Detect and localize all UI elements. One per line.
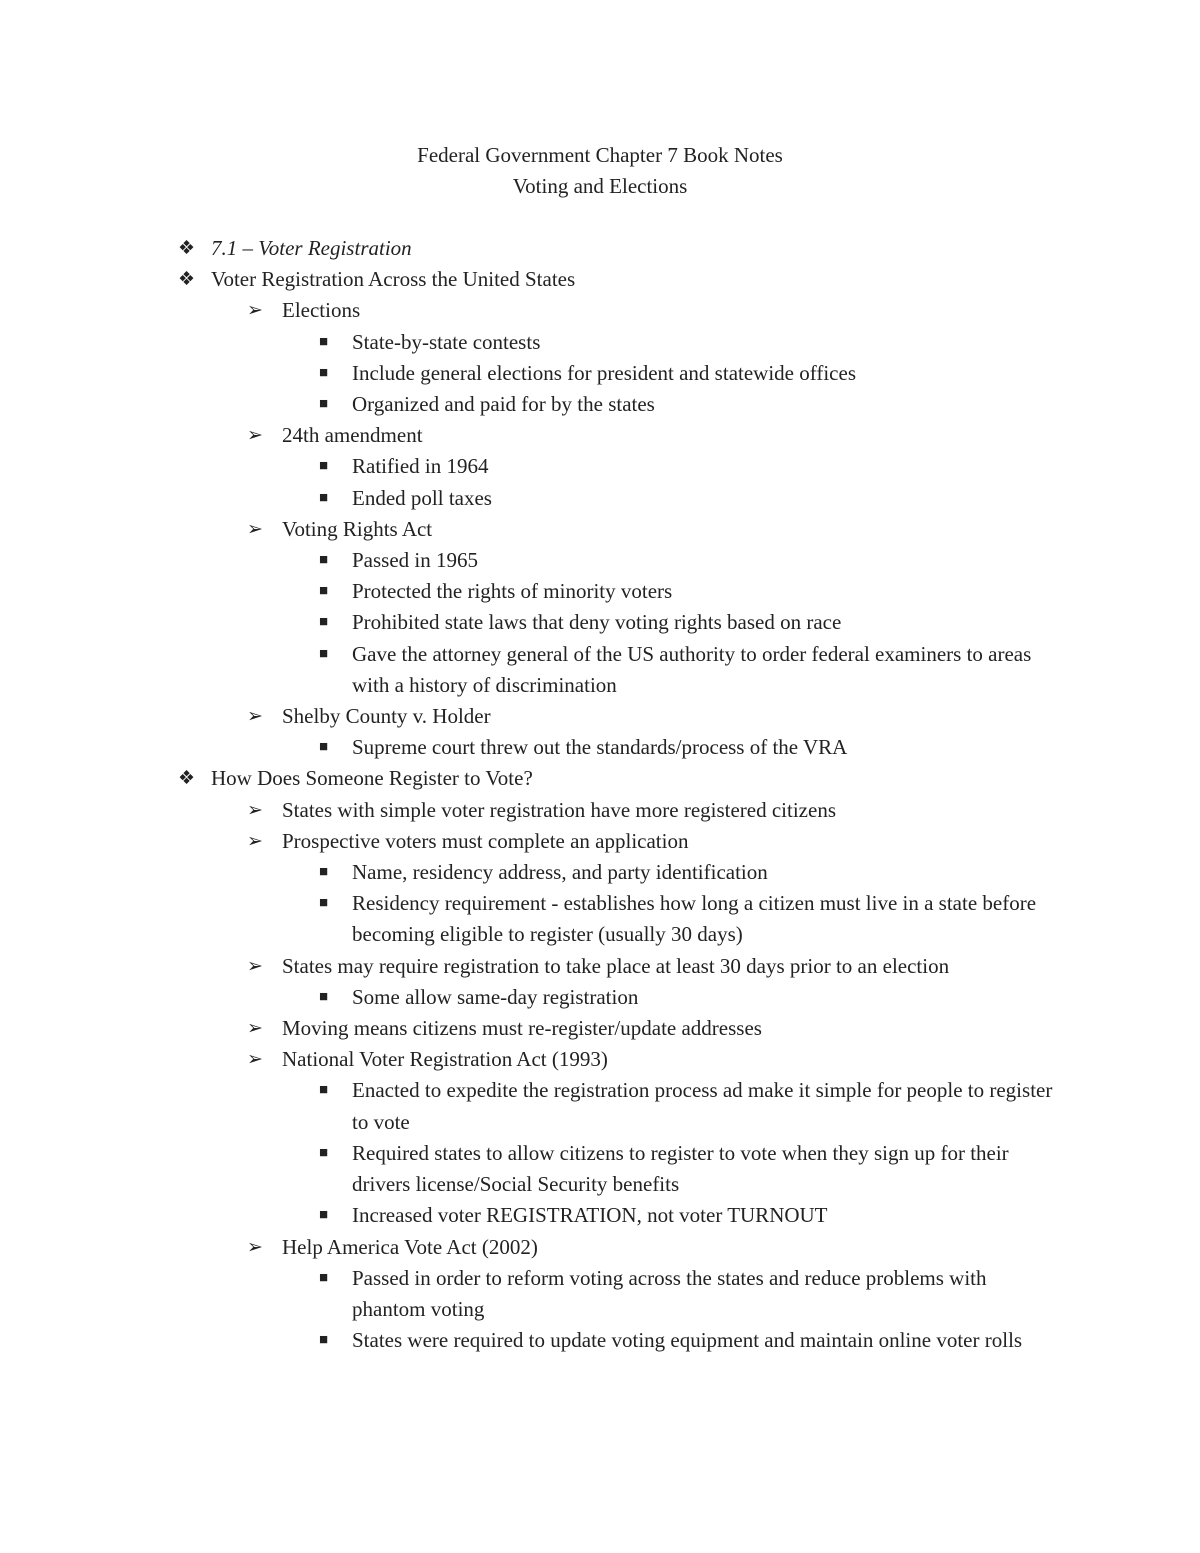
outline-item-level-3 bbox=[0, 1075, 1200, 1137]
arrow-bullet-icon: ➢ bbox=[247, 300, 263, 322]
outline-item-text: Passed in order to reform voting across the states and reduce problems with phantom voting bbox=[352, 1265, 987, 1321]
square-bullet-icon: ■ bbox=[319, 396, 329, 413]
outline-item-level-2 bbox=[0, 514, 1200, 545]
square-bullet-icon: ■ bbox=[319, 1144, 329, 1161]
outline-item-level-3 bbox=[0, 1200, 1200, 1231]
outline-item-text: States with simple voter registration have more registered citizens bbox=[282, 797, 836, 822]
arrow-bullet-icon: ➢ bbox=[247, 799, 263, 821]
outline-item-level-1 bbox=[0, 264, 1200, 295]
diamond-bullet-icon: ❖ bbox=[178, 238, 196, 259]
outline-item-text: 7.1 – Voter Registration bbox=[211, 236, 412, 260]
outline-item-text: State-by-state contests bbox=[352, 329, 541, 354]
arrow-bullet-icon: ➢ bbox=[247, 518, 263, 540]
square-bullet-icon: ■ bbox=[319, 1207, 329, 1224]
outline-item-level-3 bbox=[0, 732, 1200, 763]
outline-item-text: States were required to update voting equipment and maintain online voter rolls bbox=[352, 1328, 1023, 1353]
outline-item-level-2 bbox=[0, 420, 1200, 451]
outline-item-level-2 bbox=[0, 1232, 1200, 1263]
outline-item-text: Residency requirement - establishes how long a citizen must live in a state before becoming eligible to register (usually 30 days) bbox=[352, 891, 1037, 947]
outline-item-text: Increased voter REGISTRATION, not voter TURNOUT bbox=[352, 1203, 828, 1228]
outline-item-text: Passed in 1965 bbox=[352, 548, 478, 573]
outline-item-level-3 bbox=[0, 451, 1200, 482]
outline-item-text: Gave the attorney general of the US authority to order federal examiners to areas with a history of discrimination bbox=[352, 641, 1032, 697]
square-bullet-icon: ■ bbox=[319, 1332, 329, 1349]
square-bullet-icon: ■ bbox=[319, 489, 329, 506]
outline-item-text: States may require registration to take place at least 30 days prior to an election bbox=[282, 953, 950, 978]
square-bullet-icon: ■ bbox=[319, 614, 329, 631]
outline-item-level-3 bbox=[0, 389, 1200, 420]
outline-item-text: Include general elections for president and statewide offices bbox=[352, 360, 856, 385]
outline-item-text: Some allow same-day registration bbox=[352, 984, 639, 1009]
outline-item-level-3 bbox=[0, 576, 1200, 607]
outline-item-text: Elections bbox=[282, 298, 361, 323]
outline-item-level-3 bbox=[0, 639, 1200, 701]
arrow-bullet-icon: ➢ bbox=[247, 1049, 263, 1071]
document-subtitle: Voting and Elections bbox=[512, 174, 688, 198]
square-bullet-icon: ■ bbox=[319, 645, 329, 662]
outline-item-level-3 bbox=[0, 358, 1200, 389]
outline-item-text: Help America Vote Act (2002) bbox=[282, 1234, 538, 1259]
outline-item-level-2 bbox=[0, 795, 1200, 826]
outline-item-text: Supreme court threw out the standards/process of the VRA bbox=[352, 735, 848, 760]
outline-item-text: Enacted to expedite the registration process ad make it simple for people to register to vote bbox=[352, 1078, 1053, 1134]
outline-item-level-3 bbox=[0, 545, 1200, 576]
outline-item-level-3 bbox=[0, 888, 1200, 950]
outline-item-level-2 bbox=[0, 295, 1200, 326]
notes-outline bbox=[0, 233, 1200, 1356]
outline-item-text: How Does Someone Register to Vote? bbox=[211, 766, 533, 791]
square-bullet-icon: ■ bbox=[319, 364, 329, 381]
outline-item-text: Voting Rights Act bbox=[282, 516, 433, 541]
outline-item-text: National Voter Registration Act (1993) bbox=[282, 1047, 608, 1072]
outline-item-text: Name, residency address, and party identification bbox=[352, 860, 768, 885]
outline-item-text: Protected the rights of minority voters bbox=[352, 579, 673, 604]
square-bullet-icon: ■ bbox=[319, 895, 329, 912]
square-bullet-icon: ■ bbox=[319, 458, 329, 475]
outline-item-level-2 bbox=[0, 1044, 1200, 1075]
outline-item-level-3 bbox=[0, 327, 1200, 358]
square-bullet-icon: ■ bbox=[319, 1082, 329, 1099]
arrow-bullet-icon: ➢ bbox=[247, 830, 263, 852]
outline-item-text: 24th amendment bbox=[282, 423, 423, 448]
outline-item-level-3 bbox=[0, 1138, 1200, 1200]
outline-item-level-1 bbox=[0, 763, 1200, 794]
square-bullet-icon: ■ bbox=[319, 864, 329, 881]
outline-item-level-2 bbox=[0, 951, 1200, 982]
outline-item-level-2 bbox=[0, 826, 1200, 857]
outline-item-level-3 bbox=[0, 857, 1200, 888]
outline-item-level-3 bbox=[0, 483, 1200, 514]
arrow-bullet-icon: ➢ bbox=[247, 706, 263, 728]
square-bullet-icon: ■ bbox=[319, 739, 329, 756]
outline-item-text: Ratified in 1964 bbox=[352, 454, 489, 479]
square-bullet-icon: ■ bbox=[319, 583, 329, 600]
outline-item-level-3 bbox=[0, 982, 1200, 1013]
arrow-bullet-icon: ➢ bbox=[247, 955, 263, 977]
diamond-bullet-icon: ❖ bbox=[178, 768, 196, 790]
outline-item-text: Moving means citizens must re-register/update addresses bbox=[282, 1016, 762, 1041]
arrow-bullet-icon: ➢ bbox=[247, 1018, 263, 1040]
arrow-bullet-icon: ➢ bbox=[247, 425, 263, 447]
outline-item-level-3 bbox=[0, 1263, 1200, 1325]
square-bullet-icon: ■ bbox=[319, 1269, 329, 1286]
outline-item-level-2 bbox=[0, 701, 1200, 732]
outline-item-text: Organized and paid for by the states bbox=[352, 392, 655, 417]
outline-item-text: Voter Registration Across the United States bbox=[211, 267, 576, 292]
outline-item-level-2 bbox=[0, 1013, 1200, 1044]
outline-item-text: Prospective voters must complete an application bbox=[282, 828, 689, 853]
arrow-bullet-icon: ➢ bbox=[247, 1236, 263, 1258]
outline-item-level-3 bbox=[0, 1325, 1200, 1356]
outline-item-level-1 bbox=[0, 233, 1200, 264]
document-title: Federal Government Chapter 7 Book Notes bbox=[417, 143, 783, 167]
square-bullet-icon: ■ bbox=[319, 552, 329, 569]
title-block bbox=[0, 140, 1200, 202]
diamond-bullet-icon: ❖ bbox=[178, 269, 196, 291]
outline-item-level-3 bbox=[0, 607, 1200, 638]
outline-item-text: Ended poll taxes bbox=[352, 485, 492, 510]
square-bullet-icon: ■ bbox=[319, 333, 329, 350]
outline-item-text: Shelby County v. Holder bbox=[282, 704, 491, 729]
outline-item-text: Required states to allow citizens to register to vote when they sign up for their drivers license/Social Security benefits bbox=[352, 1140, 1009, 1197]
outline-item-text: Prohibited state laws that deny voting rights based on race bbox=[352, 610, 842, 635]
square-bullet-icon: ■ bbox=[319, 988, 329, 1005]
